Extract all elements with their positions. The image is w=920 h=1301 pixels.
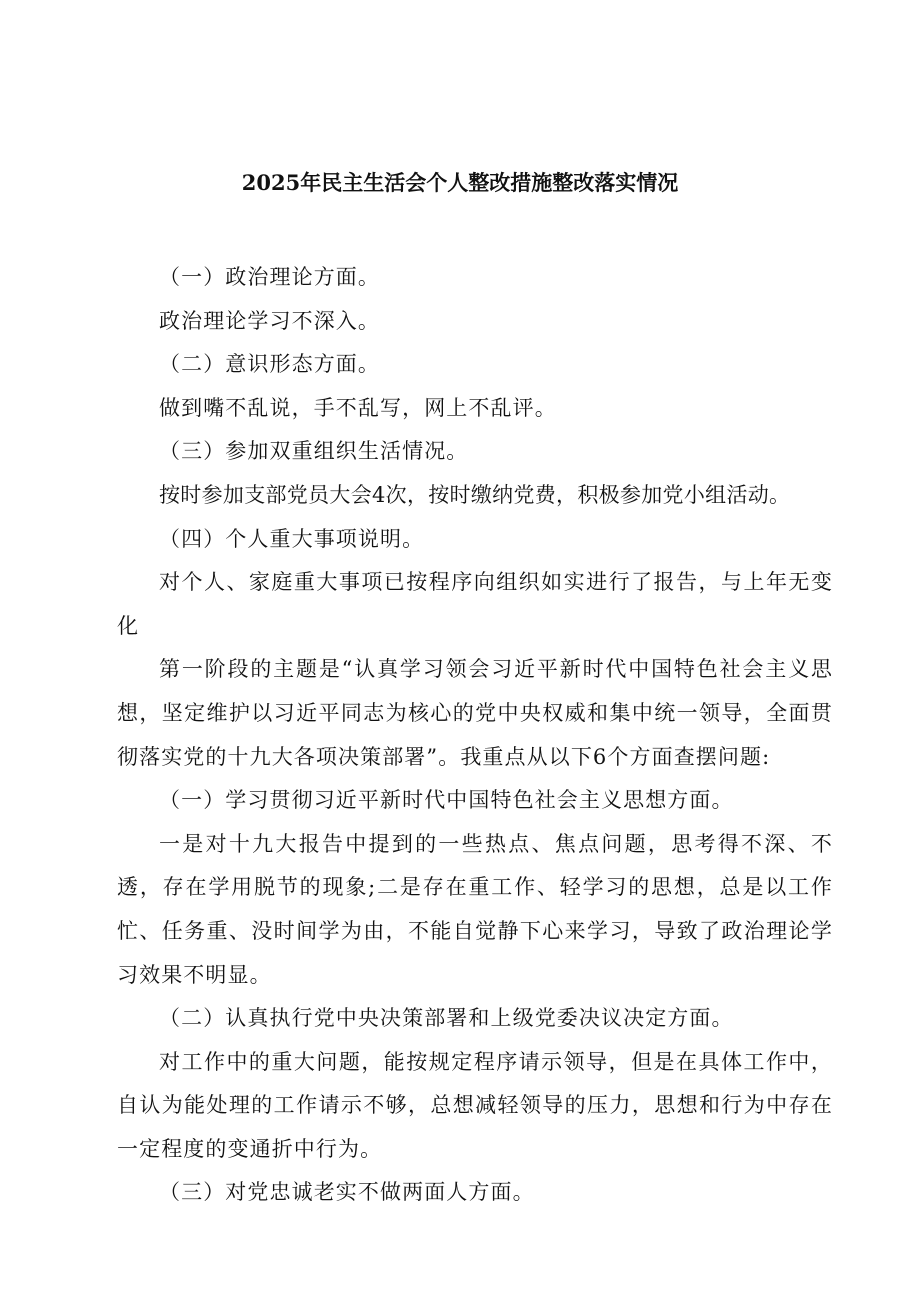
section-heading: （四）个人重大事项说明。 (159, 526, 425, 551)
section-heading: （一）学习贯彻习近平新时代中国特色社会主义思想方面。 (159, 788, 734, 813)
paragraph: 对工作中的重大问题，能按规定程序请示领导，但是在具体工作中，自认为能处理的工作请示不够，总想减轻领导的压力，思想和行为中存在一定程度的变通折中行为。 (117, 1049, 833, 1161)
section-heading: （二）意识形态方面。 (159, 352, 380, 377)
paragraph: 一是对十九大报告中提到的一些热点、焦点问题，思考得不深、不透，存在学用脱节的现象;二是存在重工作、轻学习的思想，总是以工作忙、任务重、没时间学为由，不能自觉静下心来学习，导致了政治理论学习效果不明显。 (117, 831, 833, 987)
section-heading: （三）参加双重组织生活情况。 (159, 439, 469, 464)
section-heading: （二）认真执行党中央决策部署和上级党委决议决定方面。 (159, 1006, 734, 1031)
section-heading: （三）对党忠诚老实不做两面人方面。 (159, 1180, 535, 1205)
document-body (117, 256, 833, 1215)
paragraph: 政治理论学习不深入。 (159, 308, 380, 333)
paragraph: 做到嘴不乱说，手不乱写，网上不乱评。 (159, 395, 557, 420)
paragraph: 第一阶段的主题是“认真学习领会习近平新时代中国特色社会主义思想，坚定维护以习近平同志为核心的党中央权威和集中统一领导，全面贯彻落实党的十九大各项决策部署”。我重点从以下6个方面查摆问题: (117, 657, 833, 769)
document-title: 2025年民主生活会个人整改措施整改落实情况 (241, 170, 679, 195)
paragraph: 对个人、家庭重大事项已按程序向组织如实进行了报告，与上年无变化 (117, 570, 833, 638)
paragraph: 按时参加支部党员大会4次，按时缴纳党费，积极参加党小组活动。 (159, 482, 791, 507)
section-heading: （一）政治理论方面。 (159, 265, 380, 289)
